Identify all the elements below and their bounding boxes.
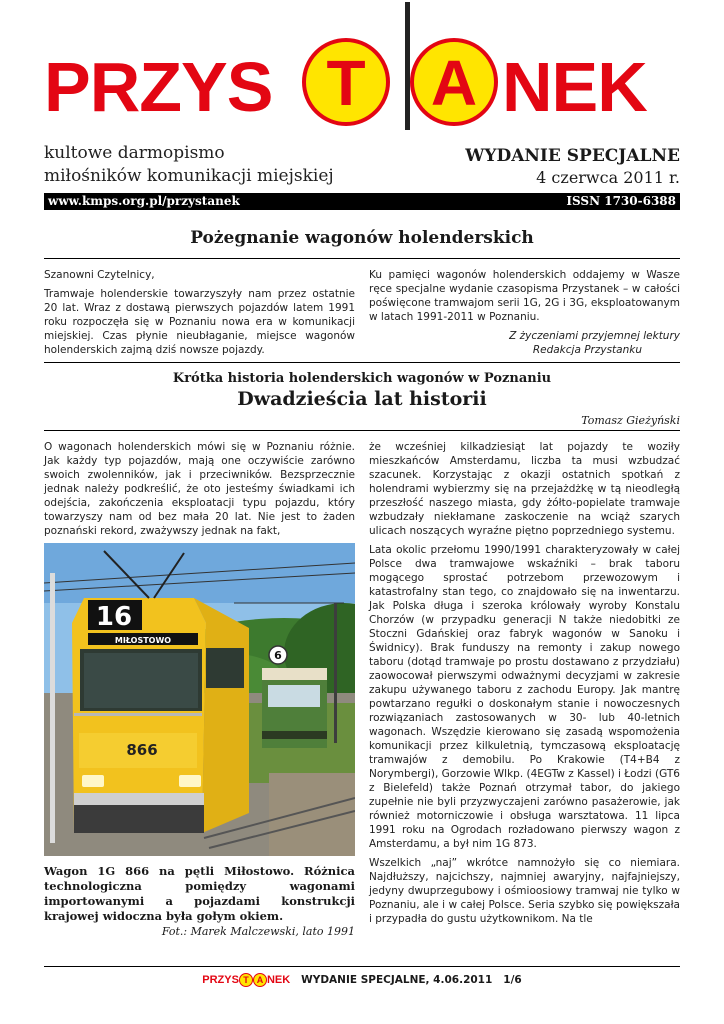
intro-greeting: Szanowni Czytelnicy,: [44, 269, 155, 281]
intro-right-column: [369, 268, 680, 357]
edition-date: 4 czerwca 2011 r.: [536, 168, 680, 187]
logo-sign-a: A: [410, 38, 498, 126]
logo-text-right: NEK: [502, 48, 647, 126]
article-left-column: [44, 440, 355, 543]
intro-dedication: Ku pamięci wagonów holenderskich oddajemy w Wasze ręce specjalne wydanie czasopisma Przystanek – w całości poświęcone tramwajom serii 1G, 2G i 3G, eksploatowanym w latach 1991-2011 w Poznaniu.: [369, 269, 680, 323]
footer-logo-sign-t: T: [239, 973, 253, 987]
divider: [44, 430, 680, 431]
article-paragraph: że wcześniej kilkadziesiąt lat pojazdy te woziły mieszkańców Amsterdamu, liczba ta musi wzbudzać szacunek. Korzystając z okazji ostatnich spotkań z holendrami wybierzmy się na przejażdżkę w tą nieodległą przeszłość naszego miasta, gdy żółto-popielate tramwaje wzbudzały niekłamane zaskoczenie na wciąż szarych ulicach noszących wyraźne piętno poprzedniego systemu.: [369, 441, 680, 537]
tagline-line-2: miłośników komunikacji miejskiej: [44, 166, 334, 186]
footer: [0, 973, 724, 987]
tram-destination: MIŁOSTOWO: [114, 636, 172, 645]
signature-line-1: Z życzeniami przyjemnej lektury: [509, 330, 680, 342]
footer-edition: WYDANIE SPECJALNE, 4.06.2011: [301, 974, 493, 986]
edition-block: [465, 145, 680, 189]
logo-sign-t: T: [302, 38, 390, 126]
tram-route-number: 16: [95, 602, 133, 632]
photo-caption: Wagon 1G 866 na pętli Miłostowo. Różnica technologiczna pomiędzy wagonami importowanymi a pojazdami konstrukcji krajowej widoczna była gołym okiem.: [44, 864, 355, 923]
divider: [44, 258, 680, 259]
article-paragraph: Lata okolic przełomu 1990/1991 charakteryzowały w całej Polsce dwa tramwajowe wskaźniki – brak taboru mogącego sprostać potrzebom przewozowym i katastrofalny stan tego, co znajdowało się na inwentarzu. Jak Polska długa i szeroka królowały wyroby Konstalu Chorzów (w przypadku generacji N także niedobitki ze Stoczni Gdańskiej oraz fabryk wagonów w Sanoku i Świdnicy). Brak funduszy na remonty i zakup nowego taboru (dotąd tramwaje po prostu dostawano z przydziału) zaowocował pierwszymi odważnymi decyzjami w zakresie zakupu używanego taboru z zachodu Europy. Jak mantrę powtarzano regułki o doskonałym stanie i nowoczesnych rozwiązaniach zastosowanych w 30- lub 40-letnich wagonach. Wszędzie kierowano się zasadą wspomożenia komunikacji przez kilkuletnią, tymczasową eksploatację tramwajów z demobilu. Po Krakowie (T4+B4 z Norymbergi), Gorzowie Wlkp. (4EGTw z Kassel) i Łodzi (GT6 z Bielefeld) także Poznań otrzymał tabor, do jakiego zupełnie nie byli przyzwyczajeni zarówno pasażerowie, jak również motorniczowie i obsługa warsztatowa. 11 lipca 1991 roku na Ogrodach rozładowano pierwszy wagon z Amsterdamu, a był nim 1G 873.: [369, 544, 680, 850]
sign-pole: [405, 2, 410, 130]
tagline-line-1: kultowe darmopismo: [44, 143, 225, 163]
footer-logo-right: NEK: [266, 974, 291, 986]
article-paragraph: O wagonach holenderskich mówi się w Poznaniu różnie. Jak każdy typ pojazdów, mają one oczywiście zarówno swoich zwolenników, jak i przeciwników. Bezsprzecznie jednak należy podkreślić, że oto jesteśmy świadkami ich odejścia, zakończenia eksploatacji typu pojazdu, który towarzyszy nam od bez mała 20 lat. Nie jest to żaden poznański rekord, zważywszy jednak na fakt,: [44, 441, 355, 537]
second-tram-route-number: 6: [274, 649, 282, 662]
page-number: 1/6: [503, 974, 522, 986]
article-title: Dwadzieścia lat historii: [237, 388, 487, 410]
footer-logo-left: PRZYS: [202, 974, 239, 986]
article-author: Tomasz Gieżyński: [581, 414, 680, 427]
footer-logo: [202, 973, 290, 987]
edition-label: WYDANIE SPECJALNE: [465, 146, 680, 166]
tagline: [44, 142, 334, 188]
tram-photo: [44, 543, 355, 856]
footer-rule: [44, 966, 680, 967]
photo-credit: Fot.: Marek Malczewski, lato 1991: [161, 925, 355, 938]
top-bar: [44, 193, 680, 210]
tram-fleet-number: 866: [126, 741, 158, 759]
intro-headline: Pożegnanie wagonów holenderskich: [190, 228, 534, 248]
issn: ISSN 1730-6388: [566, 194, 676, 208]
article-paragraph: Wszelkich „naj” wkrótce namnożyło się co niemiara. Najdłuższy, najcichszy, najmniej awaryjny, najfajniejszy, jedyny dwuprzegubowy i ośmioosiowy tramwaj nie tylko w Poznaniu, ale i w całej Polsce. Seria szybko się powiększała i przypadła do gustu użytkownikom. Na tle: [369, 857, 680, 925]
article-right-column: [369, 440, 680, 931]
footer-logo-sign-a: A: [253, 973, 267, 987]
signature-line-2: Redakcja Przystanku: [532, 344, 642, 356]
intro-left-column: [44, 268, 355, 362]
divider: [44, 362, 680, 363]
logo-text-left: PRZYS: [44, 48, 273, 126]
intro-paragraph: Tramwaje holenderskie towarzyszyły nam przez ostatnie 20 lat. Wraz z dostawą pierwszych pojazdów latem 1991 roku rozpoczęła się w Poznaniu nowa era w komunikacji miejskiej. Czas płynie nieubłaganie, miejsce wagonów holenderskich zajmą dziś nowsze pojazdy.: [44, 288, 355, 356]
article-kicker: Krótka historia holenderskich wagonów w Poznaniu: [172, 371, 552, 386]
website-link[interactable]: www.kmps.org.pl/przystanek: [48, 194, 240, 208]
